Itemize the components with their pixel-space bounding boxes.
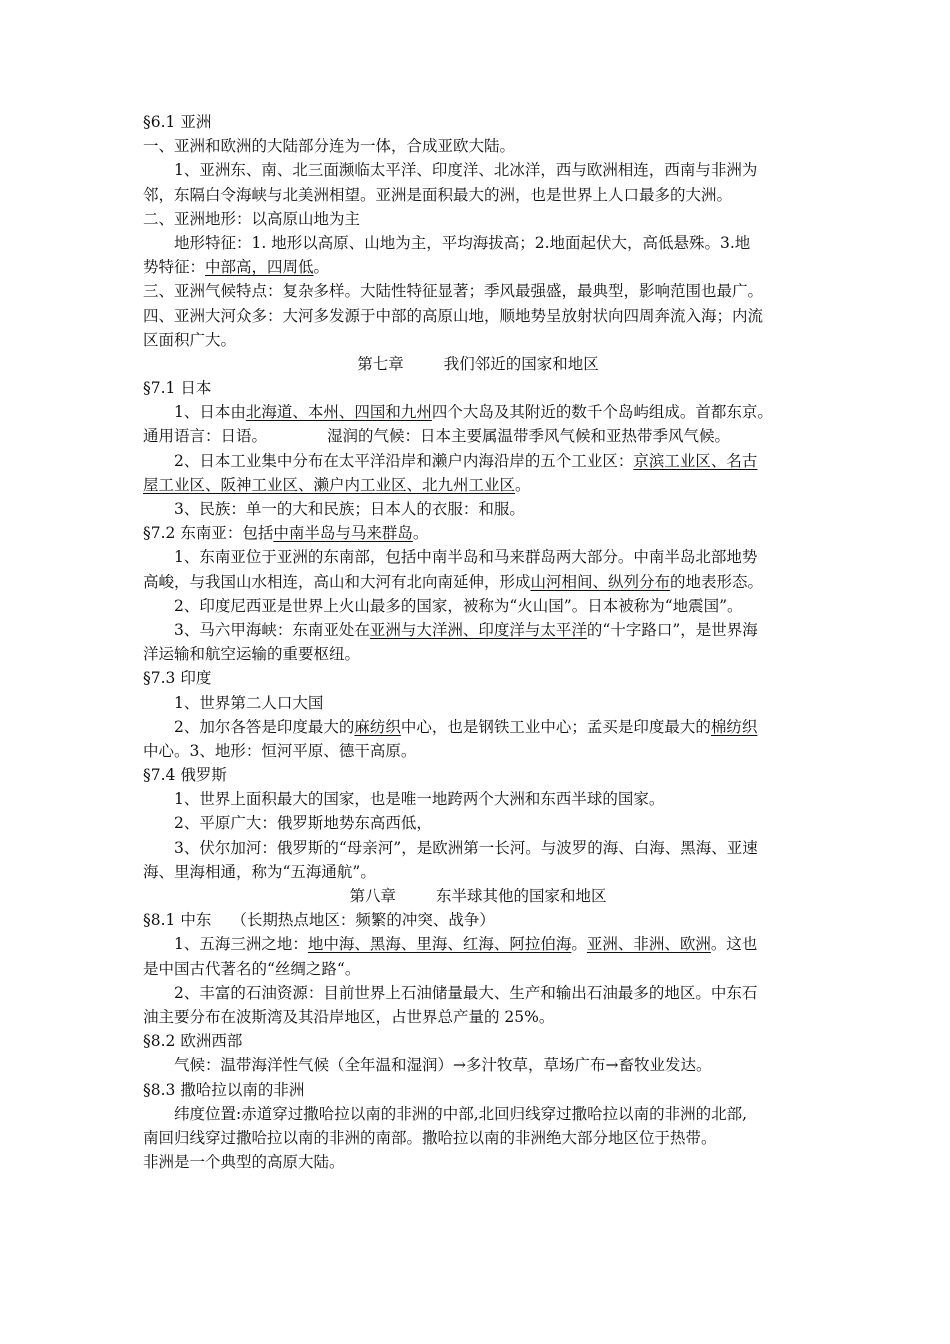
section-heading-8-1: §8.1 中东 （长期热点地区：频繁的冲突、战争） [143,911,495,930]
section-heading-7-1: §7.1 日本 [143,379,212,398]
paragraph-line: 南回归线穿过撒哈拉以南的非洲的南部。撒哈拉以南的非洲绝大部分地区位于热带。 [143,1128,717,1147]
paragraph-line: 高峻，与我国山水相连，高山和大河有北向南延伸，形成山河相间、纵列分布的地表形态。 [143,572,764,591]
paragraph-line: 气候：温带海洋性气候（全年温和湿润）→多汁牧草，草场广布→畜牧业发达。 [174,1056,712,1075]
paragraph-line: 势特征：中部高，四周低。 [143,258,330,277]
paragraph-line: 二、亚洲地形：以高原山地为主 [143,209,361,228]
paragraph-line: 屋工业区、阪神工业区、濑户内工业区、北九州工业区。 [143,475,531,494]
underlined-text: 棉纺织 [710,717,758,736]
paragraph-line: 1、世界上面积最大的国家，也是唯一地跨两个大洲和东西半球的国家。 [174,790,665,809]
paragraph-line: 2、印度尼西亚是世界上火山最多的国家，被称为“火山国”。日本被称为“地震国”。 [174,596,743,615]
underlined-text: 北海道、本州、四国和九州 [245,403,432,422]
chapter-heading-7: 第七章 我们邻近的国家和地区 [357,354,599,373]
paragraph-line: 是中国古代著名的“丝绸之路“。 [143,959,361,978]
paragraph-line: 三、亚洲气候特点：复杂多样。大陆性特征显著；季风最强盛，最典型，影响范围也最广。 [143,282,764,301]
paragraph-line: 1、东南亚位于亚洲的东南部，包括中南半岛和马来群岛两大部分。中南半岛北部地势 [174,548,758,567]
section-heading-7-3: §7.3 印度 [143,669,212,688]
paragraph-line: 3、伏尔加河：俄罗斯的“母亲河”，是欧洲第一长河。与波罗的海、白海、黑海、亚速 [174,838,758,857]
paragraph-line: 非洲是一个典型的高原大陆。 [143,1153,345,1172]
paragraph-line: 3、民族：单一的大和民族；日本人的衣服：和服。 [174,500,525,518]
paragraph-line: 3、马六甲海峡：东南亚处在亚洲与大洋洲、印度洋与太平洋的“十字路口”，是世界海 [174,620,758,639]
underlined-text: 屋工业区、阪神工业区、濑户内工业区、北九州工业区 [143,475,516,494]
paragraph-line: 油主要分布在波斯湾及其沿岸地区，占世界总产量的 25%。 [143,1007,555,1026]
chapter-heading-8: 第八章 东半球其他的国家和地区 [349,887,607,905]
paragraph-line: 地形特征：1. 地形以高原、山地为主，平均海拔高；2.地面起伏大，高低悬殊。3.地 [174,233,751,252]
underlined-text: 京滨工业区、名古 [633,451,758,470]
section-heading-6-1: §6.1 亚洲 [143,113,212,131]
paragraph-line: 海、里海相通，称为“五海通航”。 [143,862,376,881]
underlined-text: 亚洲与大洋洲、印度洋与太平洋 [369,620,587,639]
paragraph-line: 2、日本工业集中分布在太平洋沿岸和濑户内海沿岸的五个工业区：京滨工业区、名古 [174,451,758,470]
section-heading-7-4: §7.4 俄罗斯 [143,766,227,785]
paragraph-line: 1、亚洲东、南、北三面濒临太平洋、印度洋、北冰洋，西与欧洲相连，西南与非洲为 [174,161,758,180]
underlined-text: 中南半岛与马来群岛 [273,524,413,543]
underlined-text: 亚洲、非洲、欧洲 [586,935,711,954]
underlined-text: 地中海、黑海、里海、红海、阿拉伯海 [307,935,572,954]
document-page [143,110,813,1174]
paragraph-line: 通用语言：日语。 湿润的气候：日本主要属温带季风气候和亚热带季风气候。 [143,427,731,446]
paragraph-line: 洋运输和航空运输的重要枢纽。 [143,645,361,664]
paragraph-line: 1、世界第二人口大国 [174,693,324,712]
paragraph-line: 2、加尔各答是印度最大的麻纺织中心，也是钢铁工业中心；孟买是印度最大的棉纺织 [174,717,758,736]
paragraph-line: 1、日本由北海道、本州、四国和九州四个大岛及其附近的数千个岛屿组成。首都东京。 [174,403,773,422]
paragraph-line: 中心。3、地形：恒河平原、德干高原。 [143,741,417,760]
section-heading-7-2: §7.2 东南亚：包括中南半岛与马来群岛。 [143,524,429,543]
paragraph-line: 区面积广大。 [143,330,237,349]
paragraph-line: 2、平原广大：俄罗斯地势东高西低， [174,814,432,833]
paragraph-line: 邻，东隔白令海峡与北美洲相望。亚洲是面积最大的洲，也是世界上人口最多的大洲。 [143,185,733,204]
paragraph-line: 纬度位置:赤道穿过撒哈拉以南的非洲的中部,北回归线穿过撒哈拉以南的非洲的北部, [174,1104,748,1123]
paragraph-line: 1、五海三洲之地：地中海、黑海、里海、红海、阿拉伯海。亚洲、非洲、欧洲。这也 [174,935,758,954]
paragraph-line: 2、丰富的石油资源：目前世界上石油储量最大、生产和输出石油最多的地区。中东石 [174,983,758,1002]
section-heading-8-2: §8.2 欧洲西部 [143,1032,243,1051]
underlined-text: 麻纺织 [354,717,401,736]
paragraph-line: 一、亚洲和欧洲的大陆部分连为一体，合成亚欧大陆。 [143,137,516,156]
underlined-text: 中部高，四周低 [205,258,314,277]
section-heading-8-3: §8.3 撒哈拉以南的非洲 [143,1080,305,1099]
paragraph-line: 四、亚洲大河众多：大河多发源于中部的高原山地，顺地势呈放射状向四周奔流入海；内流 [143,306,764,325]
underlined-text: 山河相间、纵列分布 [530,572,671,591]
